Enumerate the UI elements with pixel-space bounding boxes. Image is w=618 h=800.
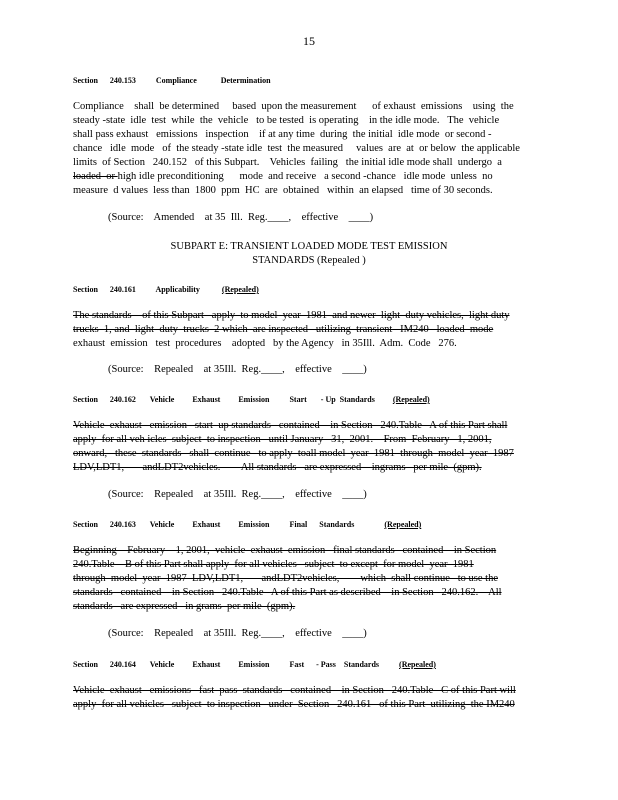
section-heading-text: Section 240.162 Vehicle Exhaust Emission Start - Up Standards bbox=[73, 395, 393, 404]
struck-line: trucks 1, and light duty trucks 2 which are inspected utilizing transient IM240 loaded mode bbox=[73, 324, 494, 335]
struck-line: onward, these standards shall continue to apply toall model year 1981 through model year 1987 bbox=[73, 448, 514, 459]
struck-line: apply for all veh icles subject to inspection until January 31, 2001. From February 1, 2001, bbox=[73, 434, 492, 445]
section-heading-text: Section 240.161 Applicability bbox=[73, 285, 222, 294]
section-240-163-heading bbox=[73, 520, 421, 529]
section-heading-text: Section 240.153 Compliance Determination bbox=[73, 76, 271, 85]
subpart-e-heading bbox=[0, 240, 618, 268]
source-note: (Source: Repealed at 35Ill. Reg.____, effective ____) bbox=[108, 364, 367, 375]
section-240-162-heading bbox=[73, 395, 430, 404]
struck-line: standards are expressed in grams per mile (gpm). bbox=[73, 601, 296, 612]
text-line: measure d values less than 1800 ppm HC are obtained within an elapsed time of 30 seconds. bbox=[73, 185, 493, 196]
text-line: steady -state idle test while the vehicle to be tested is operating in the idle mode. The vehicle bbox=[73, 115, 500, 126]
struck-line: The standards of this Subpart apply to model year 1981 and newer light duty vehicles, light duty bbox=[73, 310, 510, 321]
inserted-text: high idle preconditioning mode and receive a second -chance idle mode unless no bbox=[117, 171, 493, 182]
repealed-label: (Repealed) bbox=[221, 285, 259, 294]
struck-line: 240.Table B of this Part shall apply for all vehicles subject to except for model year 1981 bbox=[73, 559, 474, 570]
subpart-title-line: STANDARDS (Repealed ) bbox=[252, 255, 366, 266]
section-240-161-paragraph bbox=[73, 309, 539, 351]
struck-line: Beginning February 1, 2001, vehicle exhaust emission final standards contained in Section bbox=[73, 545, 497, 556]
section-240-161-heading bbox=[73, 285, 259, 294]
struck-line: LDV,LDT1, andLDT2vehicles. All standards are expressed ingrams per mile (gpm). bbox=[73, 462, 482, 473]
section-240-153-heading bbox=[73, 76, 271, 85]
text-line: exhaust emission test procedures adopted by the Agency in 35Ill. Adm. Code 276. bbox=[73, 338, 457, 349]
text-line: chance idle mode of the steady -state idle test the measured values are at or below the applicable bbox=[73, 143, 520, 154]
struck-line: apply for all vehicles subject to inspection under Section 240.161 of this Part utilizing the IM240 bbox=[73, 699, 515, 710]
text-line: Compliance shall be determined based upon the measurement of exhaust emissions using the bbox=[73, 101, 514, 112]
page-number: 15 bbox=[303, 34, 315, 48]
section-240-162-paragraph bbox=[73, 419, 539, 475]
source-note: (Source: Repealed at 35Ill. Reg.____, effective ____) bbox=[108, 489, 367, 500]
struck-line: Vehicle exhaust emissions fast pass standards contained in Section 240.Table C of this Part will bbox=[73, 685, 516, 696]
struck-text: loaded or bbox=[73, 171, 118, 182]
repealed-label: (Repealed) bbox=[384, 520, 422, 529]
source-note: (Source: Repealed at 35Ill. Reg.____, effective ____) bbox=[108, 628, 367, 639]
section-240-164-paragraph bbox=[73, 684, 539, 712]
struck-line: standards contained in Section 240.Table A of this Part as described in Section 240.162. All bbox=[73, 587, 502, 598]
struck-line: through model year 1987 LDV,LDT1, andLDT2vehicles, which shall continue to use the bbox=[73, 573, 498, 584]
section-240-163-paragraph bbox=[73, 544, 539, 614]
text-line bbox=[73, 170, 539, 184]
source-note: (Source: Amended at 35 Ill. Reg.____, effective ____) bbox=[108, 212, 374, 223]
struck-line: Vehicle exhaust emission start up standards contained in Section 240.Table A of this Part shall bbox=[73, 420, 508, 431]
section-240-164-heading bbox=[73, 660, 436, 669]
text-line: limits of Section 240.152 of this Subpart. Vehicles failing the initial idle mode shall undergo a bbox=[73, 157, 502, 168]
section-heading-text: Section 240.164 Vehicle Exhaust Emission Fast - Pass Standards bbox=[73, 660, 400, 669]
section-240-153-paragraph bbox=[73, 100, 539, 198]
text-line: shall pass exhaust emissions inspection if at any time during the initial idle mode or second - bbox=[73, 129, 492, 140]
repealed-label: (Repealed) bbox=[399, 660, 436, 669]
section-heading-text: Section 240.163 Vehicle Exhaust Emission Final Standards bbox=[73, 520, 385, 529]
subpart-title-line: SUBPART E: TRANSIENT LOADED MODE TEST EMISSION bbox=[170, 241, 448, 252]
repealed-label: (Repealed) bbox=[392, 395, 430, 404]
